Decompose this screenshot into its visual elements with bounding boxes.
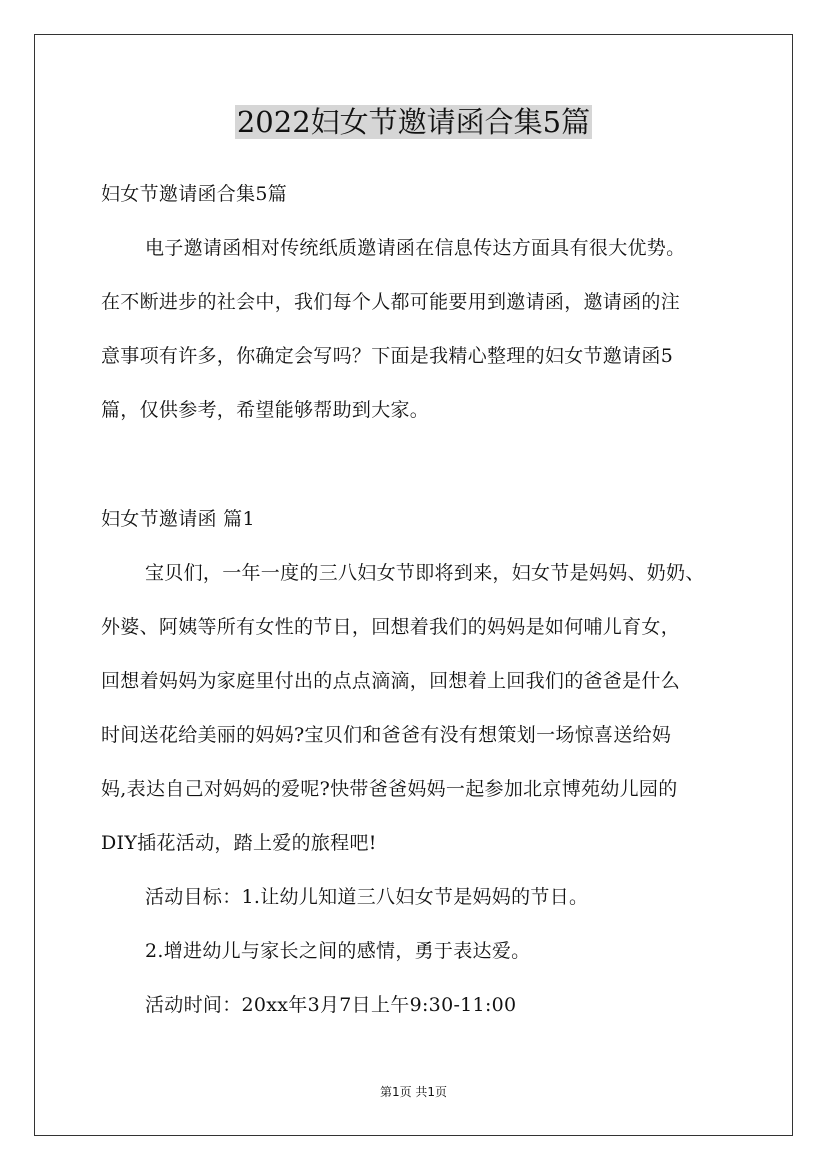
body-line: DIY插花活动，踏上爱的旅程吧! (101, 832, 377, 854)
activity-goal-line: 2.增进幼儿与家长之间的感情，勇于表达爱。 (145, 940, 531, 962)
body-line: 妈,表达自己对妈妈的爱呢?快带爸爸妈妈一起参加北京博苑幼儿园的 (101, 778, 678, 800)
intro-line: 电子邀请函相对传统纸质邀请函在信息传达方面具有很大优势。 (145, 237, 686, 259)
document-subtitle: 妇女节邀请函合集5篇 (101, 183, 288, 205)
document-title-text: 2022妇女节邀请函合集5篇 (236, 105, 591, 139)
body-line: 外婆、阿姨等所有女性的节日，回想着我们的妈妈是如何哺儿育女， (101, 616, 681, 638)
page-footer (0, 1084, 827, 1100)
document-title (0, 100, 827, 144)
activity-goal-line: 活动目标：1.让幼儿知道三八妇女节是妈妈的节日。 (145, 886, 589, 908)
body-line: 宝贝们，一年一度的三八妇女节即将到来，妇女节是妈妈、奶奶、 (145, 562, 705, 584)
body-line: 回想着妈妈为家庭里付出的点点滴滴，回想着上回我们的爸爸是什么 (101, 670, 681, 692)
intro-line: 在不断进步的社会中，我们每个人都可能要用到邀请函，邀请函的注 (101, 291, 681, 313)
section-heading: 妇女节邀请函 篇1 (101, 508, 255, 530)
intro-line: 意事项有许多，你确定会写吗？下面是我精心整理的妇女节邀请函5 (101, 345, 674, 367)
body-line: 时间送花给美丽的妈妈?宝贝们和爸爸有没有想策划一场惊喜送给妈 (101, 724, 672, 746)
activity-time-line: 活动时间：20xx年3月7日上午9:30-11:00 (145, 994, 517, 1016)
page-number: 第1页 共1页 (379, 1085, 448, 1099)
intro-line: 篇，仅供参考，希望能够帮助到大家。 (101, 399, 430, 421)
